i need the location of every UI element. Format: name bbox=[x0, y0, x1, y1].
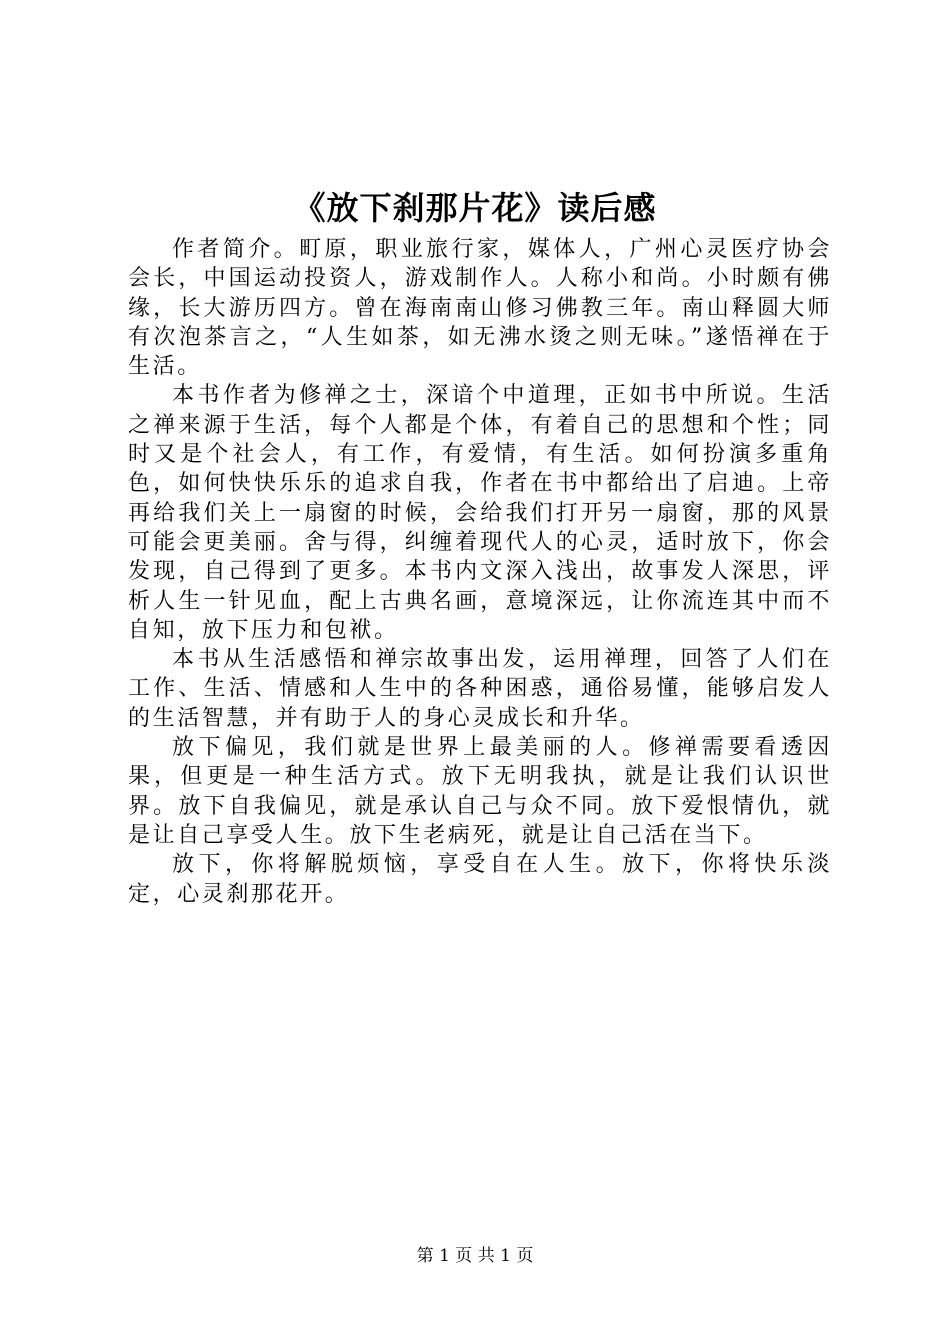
page-number-footer: 第 1 页 共 1 页 bbox=[416, 1246, 534, 1266]
paragraph-author-intro: 作者简介。町原，职业旅行家，媒体人，广州心灵医疗协会会长，中国运动投资人，游戏制作人。人称小和尚。小时颇有佛缘，长大游历四方。曾在海南南山修习佛教三年。南山释圆大师有次泡茶言之，“人生如茶，如无沸水烫之则无味。”遂悟禅在于生活。 bbox=[128, 237, 832, 380]
document-title: 《放下刹那片花》读后感 bbox=[293, 189, 657, 227]
paragraph-let-go-prejudice: 放下偏见，我们就是世界上最美丽的人。修禅需要看透因果，但更是一种生活方式。放下无明我执，就是让我们认识世界。放下自我偏见，就是承认自己与众不同。放下爱恨情仇，就是让自己享受人生。放下生老病死，就是让自己活在当下。 bbox=[128, 735, 832, 848]
paragraph-book-overview: 本书作者为修禅之士，深谙个中道理，正如书中所说。生活之禅来源于生活，每个人都是个体，有着自己的思想和个性；同时又是个社会人，有工作，有爱情，有生活。如何扮演多重角色，如何快快乐乐的追求自我，作者在书中都给出了启迪。上帝再给我们关上一扇窗的时候，会给我们打开另一扇窗，那的风景可能会更美丽。舍与得，纠缠着现代人的心灵，适时放下，你会发现，自己得到了更多。本书内文深入浅出，故事发人深思，评析人生一针见血，配上古典名画，意境深远，让你流连其中而不自知，放下压力和包袱。 bbox=[128, 383, 832, 643]
paragraph-book-content: 本书从生活感悟和禅宗故事出发，运用禅理，回答了人们在工作、生活、情感和人生中的各种困惑，通俗易懂，能够启发人的生活智慧，并有助于人的身心灵成长和升华。 bbox=[128, 647, 832, 731]
paragraph-conclusion: 放下，你将解脱烦恼，享受自在人生。放下，你将快乐淡定，心灵刹那花开。 bbox=[128, 852, 832, 907]
document-body bbox=[128, 235, 832, 909]
